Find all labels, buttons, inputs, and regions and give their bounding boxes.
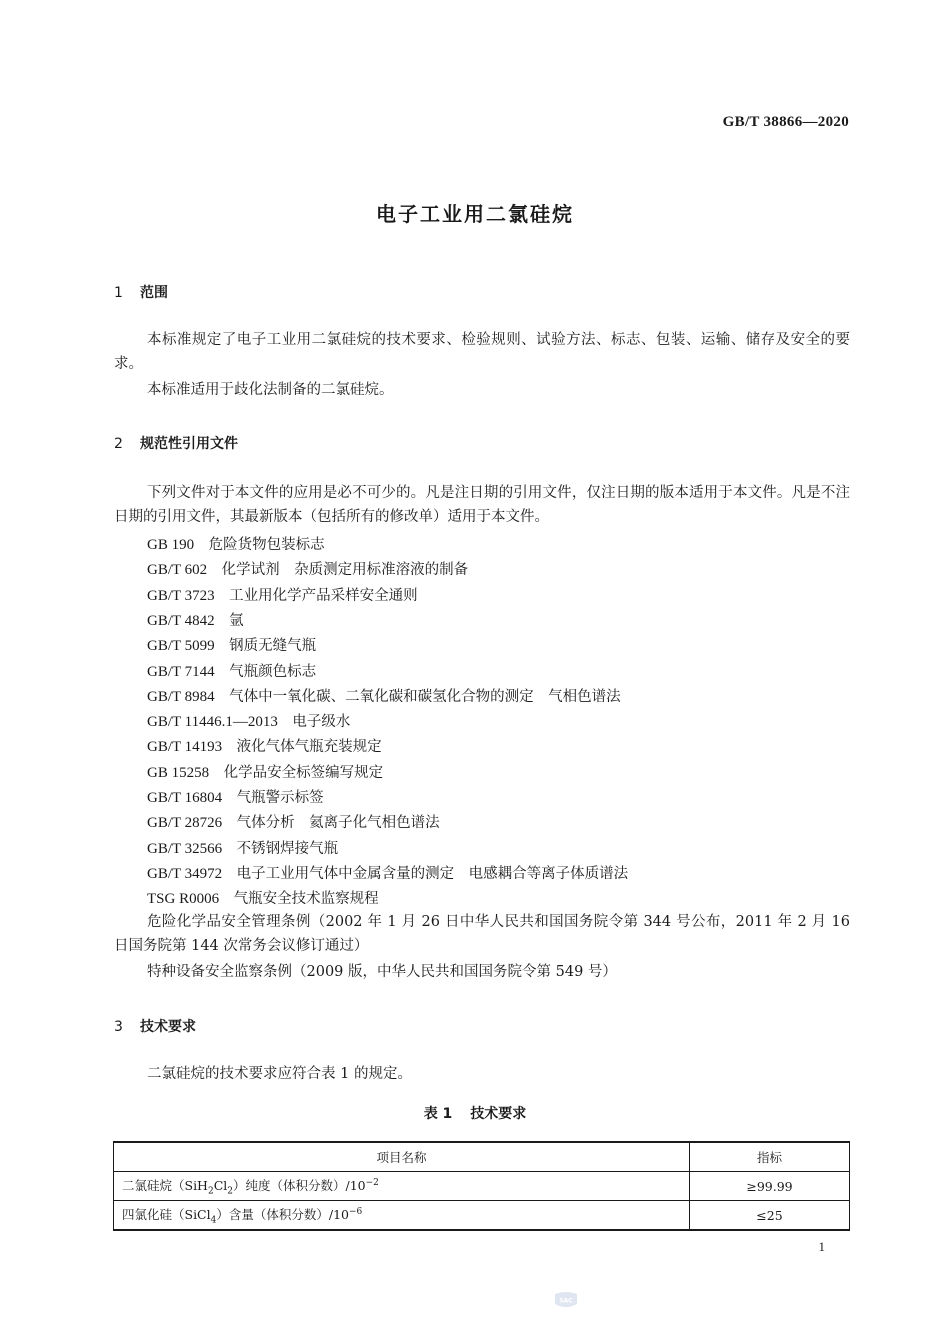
section-title: 技术要求 [140,1019,196,1035]
reference-title: 不锈钢焊接气瓶 [236,840,339,857]
reference-code: GB/T 602 [147,562,208,579]
header-index: 指标 [690,1142,850,1172]
reference-code: GB/T 4842 [147,612,215,629]
section-1-paragraph-2: 本标准适用于歧化法制备的二氯硅烷。 [147,382,394,398]
reference-item [147,533,325,557]
reference-item [147,685,621,709]
reference-gap [222,866,237,882]
reference-title: 危险货物包装标志 [208,537,325,553]
table-title: 技术要求 [470,1106,527,1122]
reference-gap [209,765,224,781]
reference-gap [222,841,237,857]
reference-title: 工业用化学产品采样安全通则 [229,587,418,604]
reference-code: GB/T 8984 [147,688,215,705]
section-1-paragraph-1: 本标准规定了电子工业用二氯硅烷的技术要求、检验规则、试验方法、标志、包装、运输、储存及安全的要求。 [114,332,850,372]
table-row [114,1201,850,1231]
reference-item [147,786,324,810]
section-number: 2 [114,436,123,452]
row-value: ≥99.99 [690,1172,850,1201]
standard-number: GB/T 38866—2020 [722,114,849,130]
reference-gap [222,790,237,806]
reference-gap [194,537,209,553]
reference-title: 氩 [229,612,244,629]
reference-item [147,634,316,658]
watermark-logo-icon [553,1290,579,1310]
document-title: 电子工业用二氯硅烷 [376,202,574,226]
reference-gap [222,815,237,831]
section-3-heading [114,1016,196,1036]
name-text: 二氯硅烷（SiH [122,1177,208,1193]
table-number: 表 1 [423,1106,453,1122]
reference-item [147,584,418,608]
reference-code: GB/T 7144 [147,663,215,680]
reference-gap [215,613,230,629]
reference-gap [215,588,230,604]
reference-item [147,735,382,759]
section-2-paragraph-1: 下列文件对于本文件的应用是必不可少的。凡是注日期的引用文件，仅注日期的版本适用于本文件。凡是不注日期的引用文件，其最新版本（包括所有的修改单）适用于本文件。 [114,485,850,525]
technical-requirements-table [113,1141,850,1231]
reference-code: GB/T 16804 [147,790,223,806]
name-subscript: 2 [227,1186,233,1197]
reference-code: GB/T 34972 [147,865,223,882]
header-item-name: 项目名称 [114,1142,690,1172]
reference-code: GB/T 3723 [147,587,215,604]
reference-item [147,837,338,861]
reference-item [147,761,383,785]
row-item-name [114,1172,690,1201]
name-text: 四氯化硅（SiCl [122,1206,211,1222]
section-2-heading [114,433,238,453]
name-text: ）含量（体积分数）/10 [216,1206,349,1222]
regulation-2: 特种设备安全监察条例（2009 版，中华人民共和国国务院令第 549 号） [147,964,617,980]
reference-item [147,558,468,582]
reference-title: 液化气体气瓶充装规定 [236,739,382,756]
reference-gap [207,562,222,578]
page-number: 1 [818,1239,825,1254]
name-subscript: 2 [207,1186,214,1197]
regulation-1: 危险化学品安全管理条例（2002 年 1 月 26 日中华人民共和国国务院令第 344 号公布，2011 年 2 月 16 日国务院第 144 次常务会议修订通过） [114,914,850,954]
name-exponent: −2 [365,1177,379,1188]
table-header-row [114,1142,850,1172]
reference-title: 化学品安全标签编写规定 [223,764,384,781]
section-3-paragraph-1: 二氯硅烷的技术要求应符合表 1 的规定。 [147,1066,412,1082]
reference-gap [215,638,230,654]
reference-item [147,811,440,835]
table-row [114,1172,850,1201]
reference-item [147,609,244,633]
reference-title: 化学试剂 杂质测定用标准溶液的制备 [221,562,469,579]
reference-code: GB 15258 [147,764,210,781]
reference-gap [215,689,230,705]
reference-code: GB/T 28726 [147,815,223,832]
reference-gap [219,891,234,907]
table-caption [0,1103,950,1123]
reference-code: GB/T 32566 [147,840,223,857]
section-1-heading [114,282,168,302]
name-text: Cl [213,1177,228,1193]
reference-title: 电子级水 [292,714,351,731]
row-item-name [114,1201,690,1231]
reference-gap [222,739,237,755]
reference-item [147,887,379,911]
reference-title: 气瓶颜色标志 [229,663,317,680]
reference-title: 气体分析 氦离子化气相色谱法 [236,815,440,832]
section-number: 3 [114,1019,123,1035]
reference-title: 电子工业用气体中金属含量的测定 电感耦合等离子体质谱法 [236,865,629,882]
svg-text:SAC: SAC [559,1297,573,1305]
row-value: ≤25 [690,1201,850,1231]
section-title: 范围 [140,285,168,301]
reference-code: GB/T 14193 [147,739,223,756]
name-subscript: 4 [210,1215,217,1226]
reference-item [147,660,316,684]
reference-gap [278,714,293,730]
reference-item [147,862,628,886]
section-number: 1 [114,285,123,301]
reference-code: GB/T 11446.1—2013 [147,714,278,731]
reference-item [147,710,350,734]
reference-title: 气瓶警示标签 [236,790,324,806]
reference-code: TSG R0006 [147,891,220,908]
reference-gap [215,664,230,680]
reference-title: 气体中一氧化碳、二氧化碳和碳氢化合物的测定 气相色谱法 [229,688,621,705]
reference-title: 钢质无缝气瓶 [229,638,317,655]
reference-code: GB/T 5099 [147,638,215,655]
reference-title: 气瓶安全技术监察规程 [233,891,379,908]
section-title: 规范性引用文件 [140,436,238,452]
name-exponent: −6 [348,1206,363,1217]
reference-code: GB 190 [147,537,195,553]
name-text: ）纯度（体积分数）/10 [233,1177,366,1193]
